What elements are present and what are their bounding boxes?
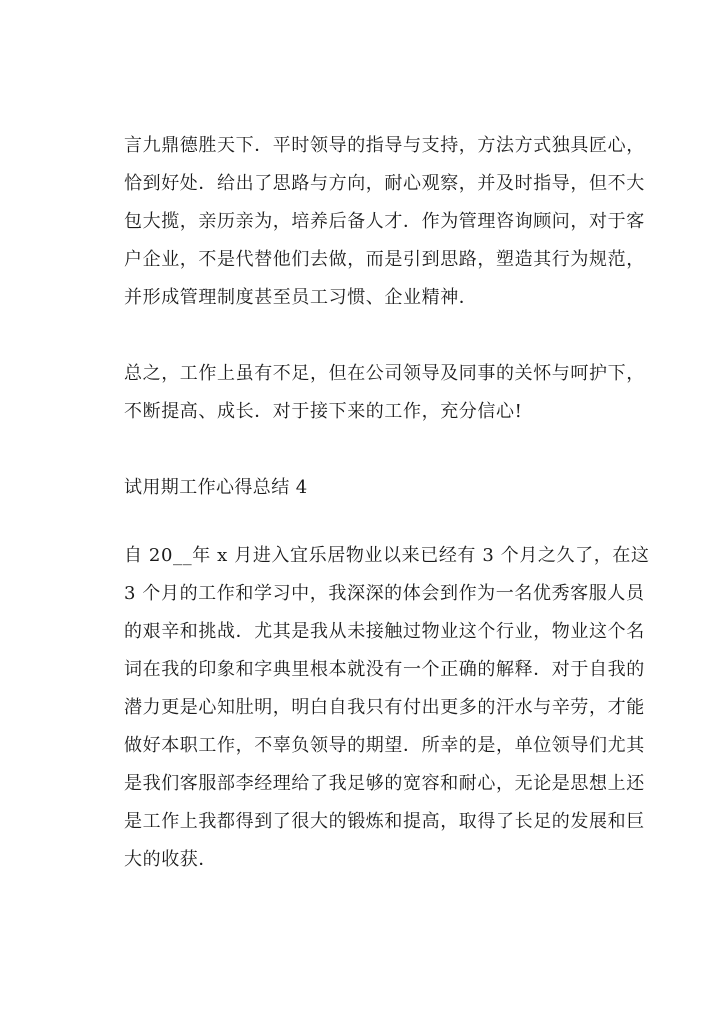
paragraph-line: 户企业，不是代替他们去做，而是引到思路，塑造其行为规范， [124, 249, 645, 270]
paragraph-line: 包大揽，亲历亲为，培养后备人才．作为管理咨询顾问，对于客 [124, 211, 645, 232]
paragraph-line: 大的收获． [124, 849, 217, 870]
paragraph-line: 词在我的印象和字典里根本就没有一个正确的解释．对于自我的 [124, 659, 645, 680]
paragraph-line: 不断提高、成长．对于接下来的工作，充分信心! [124, 401, 523, 422]
section-heading: 试用期工作心得总结 4 [124, 477, 308, 498]
paragraph-line: 并形成管理制度甚至员工习惯、企业精神． [124, 287, 478, 308]
paragraph-line: 言九鼎德胜天下．平时领导的指导与支持，方法方式独具匠心， [124, 135, 645, 156]
paragraph-line: 是工作上我都得到了很大的锻炼和提高，取得了长足的发展和巨 [124, 811, 645, 832]
paragraph-line: 自 20__年 x 月进入宜乐居物业以来已经有 3 个月之久了，在这 [124, 545, 650, 566]
paragraph-line: 3 个月的工作和学习中，我深深的体会到作为一名优秀客服人员 [124, 583, 645, 604]
paragraph-line: 的艰辛和挑战．尤其是我从未接触过物业这个行业，物业这个名 [124, 621, 645, 642]
paragraph-line: 潜力更是心知肚明，明白自我只有付出更多的汗水与辛劳，才能 [124, 697, 645, 718]
paragraph-line: 恰到好处．给出了思路与方向，耐心观察，并及时指导，但不大 [124, 173, 645, 194]
paragraph-line: 做好本职工作，不辜负领导的期望．所幸的是，单位领导们尤其 [124, 735, 645, 756]
paragraph-line: 总之，工作上虽有不足，但在公司领导及同事的关怀与呵护下， [124, 363, 645, 384]
paragraph-line: 是我们客服部李经理给了我足够的宽容和耐心，无论是思想上还 [124, 773, 645, 794]
